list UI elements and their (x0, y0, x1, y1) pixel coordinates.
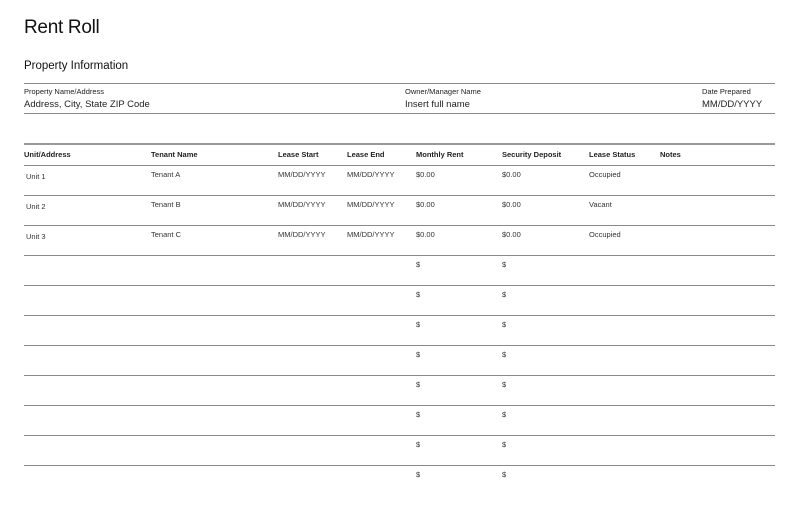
row-divider (24, 285, 775, 286)
cell-monthly-rent[interactable]: $ (416, 410, 421, 419)
page-title: Rent Roll (24, 17, 100, 38)
divider (24, 83, 775, 84)
cell-security-deposit[interactable]: $ (502, 290, 507, 299)
cell-monthly-rent[interactable]: $0.00 (416, 230, 435, 239)
cell-monthly-rent[interactable]: $ (416, 380, 421, 389)
cell-lease-end[interactable]: MM/DD/YYYY (347, 200, 395, 209)
column-header-lease-start: Lease Start (278, 150, 319, 159)
column-header-security-deposit: Security Deposit (502, 150, 562, 159)
cell-security-deposit[interactable]: $ (502, 350, 507, 359)
cell-monthly-rent[interactable]: $ (416, 440, 421, 449)
cell-unit[interactable]: Unit 2 (26, 202, 46, 211)
cell-tenant[interactable]: Tenant A (151, 170, 181, 179)
divider (24, 165, 775, 166)
cell-security-deposit[interactable]: $ (502, 260, 507, 269)
row-divider (24, 345, 775, 346)
cell-security-deposit[interactable]: $ (502, 410, 507, 419)
property-name-label: Property Name/Address (24, 87, 105, 96)
cell-security-deposit[interactable]: $ (502, 380, 507, 389)
divider (24, 113, 775, 114)
section-heading: Property Information (24, 60, 129, 72)
cell-monthly-rent[interactable]: $ (416, 320, 421, 329)
column-header-tenant: Tenant Name (151, 150, 198, 159)
column-header-lease-end: Lease End (347, 150, 385, 159)
row-divider (24, 435, 775, 436)
cell-tenant[interactable]: Tenant C (151, 230, 182, 239)
cell-security-deposit[interactable]: $ (502, 320, 507, 329)
cell-unit[interactable]: Unit 3 (26, 232, 46, 241)
row-divider (24, 405, 775, 406)
cell-unit[interactable]: Unit 1 (26, 172, 46, 181)
property-name-field[interactable]: Address, City, State ZIP Code (24, 99, 150, 110)
cell-lease-status[interactable]: Vacant (589, 200, 612, 209)
row-divider (24, 255, 775, 256)
cell-lease-status[interactable]: Occupied (589, 170, 621, 179)
cell-lease-start[interactable]: MM/DD/YYYY (278, 230, 326, 239)
cell-lease-end[interactable]: MM/DD/YYYY (347, 170, 395, 179)
date-prepared-label: Date Prepared (702, 87, 751, 96)
cell-security-deposit[interactable]: $0.00 (502, 230, 521, 239)
cell-tenant[interactable]: Tenant B (151, 200, 181, 209)
cell-lease-start[interactable]: MM/DD/YYYY (278, 200, 326, 209)
row-divider (24, 375, 775, 376)
cell-monthly-rent[interactable]: $0.00 (416, 170, 435, 179)
row-divider (24, 315, 775, 316)
cell-security-deposit[interactable]: $ (502, 440, 507, 449)
row-divider (24, 465, 775, 466)
cell-monthly-rent[interactable]: $0.00 (416, 200, 435, 209)
cell-lease-status[interactable]: Occupied (589, 230, 621, 239)
column-header-notes: Notes (660, 150, 681, 159)
cell-security-deposit[interactable]: $ (502, 470, 507, 479)
date-prepared-field[interactable]: MM/DD/YYYY (702, 99, 763, 110)
cell-monthly-rent[interactable]: $ (416, 470, 421, 479)
column-header-monthly-rent: Monthly Rent (416, 150, 464, 159)
cell-monthly-rent[interactable]: $ (416, 290, 421, 299)
owner-name-field[interactable]: Insert full name (405, 99, 470, 110)
cell-monthly-rent[interactable]: $ (416, 350, 421, 359)
row-divider (24, 195, 775, 196)
column-header-unit: Unit/Address (24, 150, 71, 159)
cell-lease-start[interactable]: MM/DD/YYYY (278, 170, 326, 179)
cell-security-deposit[interactable]: $0.00 (502, 170, 521, 179)
row-divider (24, 225, 775, 226)
table-top-border (24, 143, 775, 145)
cell-lease-end[interactable]: MM/DD/YYYY (347, 230, 395, 239)
column-header-lease-status: Lease Status (589, 150, 636, 159)
owner-name-label: Owner/Manager Name (405, 87, 481, 96)
cell-monthly-rent[interactable]: $ (416, 260, 421, 269)
cell-security-deposit[interactable]: $0.00 (502, 200, 521, 209)
